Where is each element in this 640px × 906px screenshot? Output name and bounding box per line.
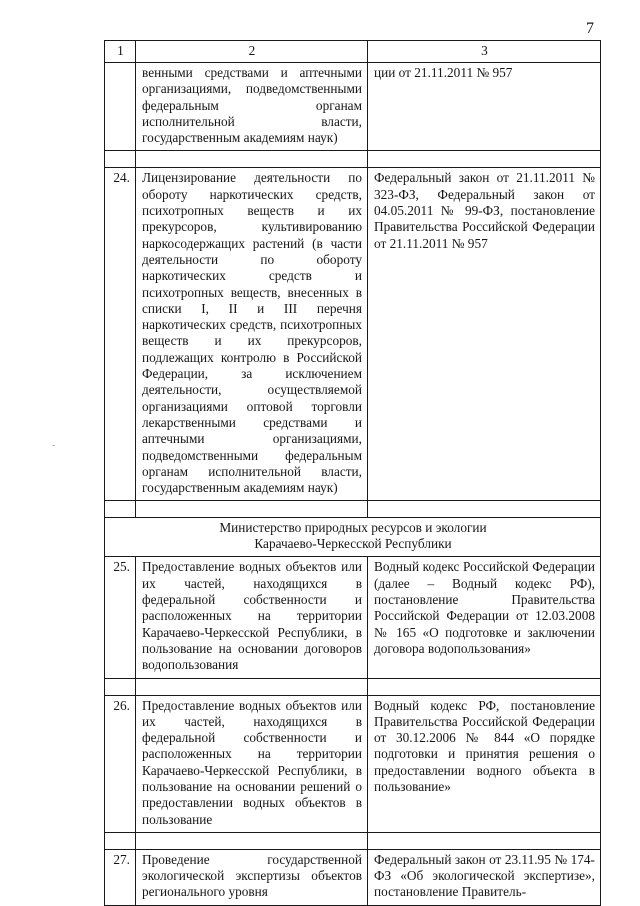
table-row-24 — [105, 168, 601, 501]
table-header-row — [105, 41, 601, 63]
table-row-27 — [105, 849, 601, 905]
row-number: 26. — [105, 695, 136, 832]
table-row-26 — [105, 695, 601, 832]
table-row-gap — [105, 678, 601, 695]
legal-basis-cell: Федеральный закон от 21.11.2011 № 323-ФЗ, Федеральный закон от 04.05.2011 № 99-ФЗ, постановление Правительства Российской Федерации от 21.11.2011 № 957 — [368, 168, 601, 501]
services-table — [104, 40, 601, 906]
row-number: 25. — [105, 557, 136, 678]
service-cell: Проведение государственной экологической экспертизы объектов регионального уровня — [136, 849, 368, 905]
legal-basis-cell: Водный кодекс Российской Федерации (далее – Водный кодекс РФ), постановление Правительства Российской Федерации от 12.03.2008 № 165 «О подготовке и заключении договора водопользования» — [368, 557, 601, 678]
header-col-1: 1 — [105, 41, 136, 63]
table-row-25 — [105, 557, 601, 678]
table-row-gap — [105, 151, 601, 168]
legal-basis-cell: ции от 21.11.2011 № 957 — [368, 63, 601, 151]
service-cell: Предоставление водных объектов или их частей, находящихся в федеральной собственности и расположенных на территории Карачаево-Черкесской Республики, в пользование на основании договоров водопользования — [136, 557, 368, 678]
margin-mark: - — [52, 440, 56, 451]
service-cell: венными средствами и аптечными организациями, подведомственными федеральным органам исполнительной власти, государственным академиям наук) — [136, 63, 368, 151]
legal-basis-cell: Федеральный закон от 23.11.95 № 174-ФЗ «Об экологической экспертизе», постановление Правитель- — [368, 849, 601, 905]
section-title-line-1: Министерство природных ресурсов и экологии — [219, 520, 487, 536]
row-number — [105, 63, 136, 151]
table-row-gap — [105, 501, 601, 518]
legal-basis-cell: Водный кодекс РФ, постановление Правительства Российской Федерации от 30.12.2006 № 844 «О порядке подготовки и принятия решения о предоставлении водного объекта в пользование» — [368, 695, 601, 832]
header-col-3: 3 — [368, 41, 601, 63]
section-header — [105, 518, 601, 557]
page-number: 7 — [586, 20, 594, 37]
row-number: 27. — [105, 849, 136, 905]
table-row-gap — [105, 832, 601, 849]
service-cell: Предоставление водных объектов или их частей, находящихся в федеральной собственности и расположенных на территории Карачаево-Черкесской Республики, в пользование на основании решений о предоставлении водных объектов в пользование — [136, 695, 368, 832]
section-title-line-2: Карачаево-Черкесской Республики — [254, 536, 452, 552]
section-header-row — [105, 518, 601, 557]
table-row-continuation — [105, 63, 601, 151]
row-number: 24. — [105, 168, 136, 501]
service-cell: Лицензирование деятельности по обороту наркотических средств, психотропных веществ и их прекурсоров, культивированию наркосодержащих растений (в части деятельности по обороту наркотических средств и психотропных веществ, внесенных в списки I, II и III перечня наркотических средств, психотропных веществ и их прекурсоров, подлежащих контролю в Российской Федерации, за исключением деятельности, осуществляемой организациями оптовой торговли лекарственными средствами и аптечными организациями, подведомственными федеральным органам исполнительной власти, государственным академиям наук) — [136, 168, 368, 501]
header-col-2: 2 — [136, 41, 368, 63]
